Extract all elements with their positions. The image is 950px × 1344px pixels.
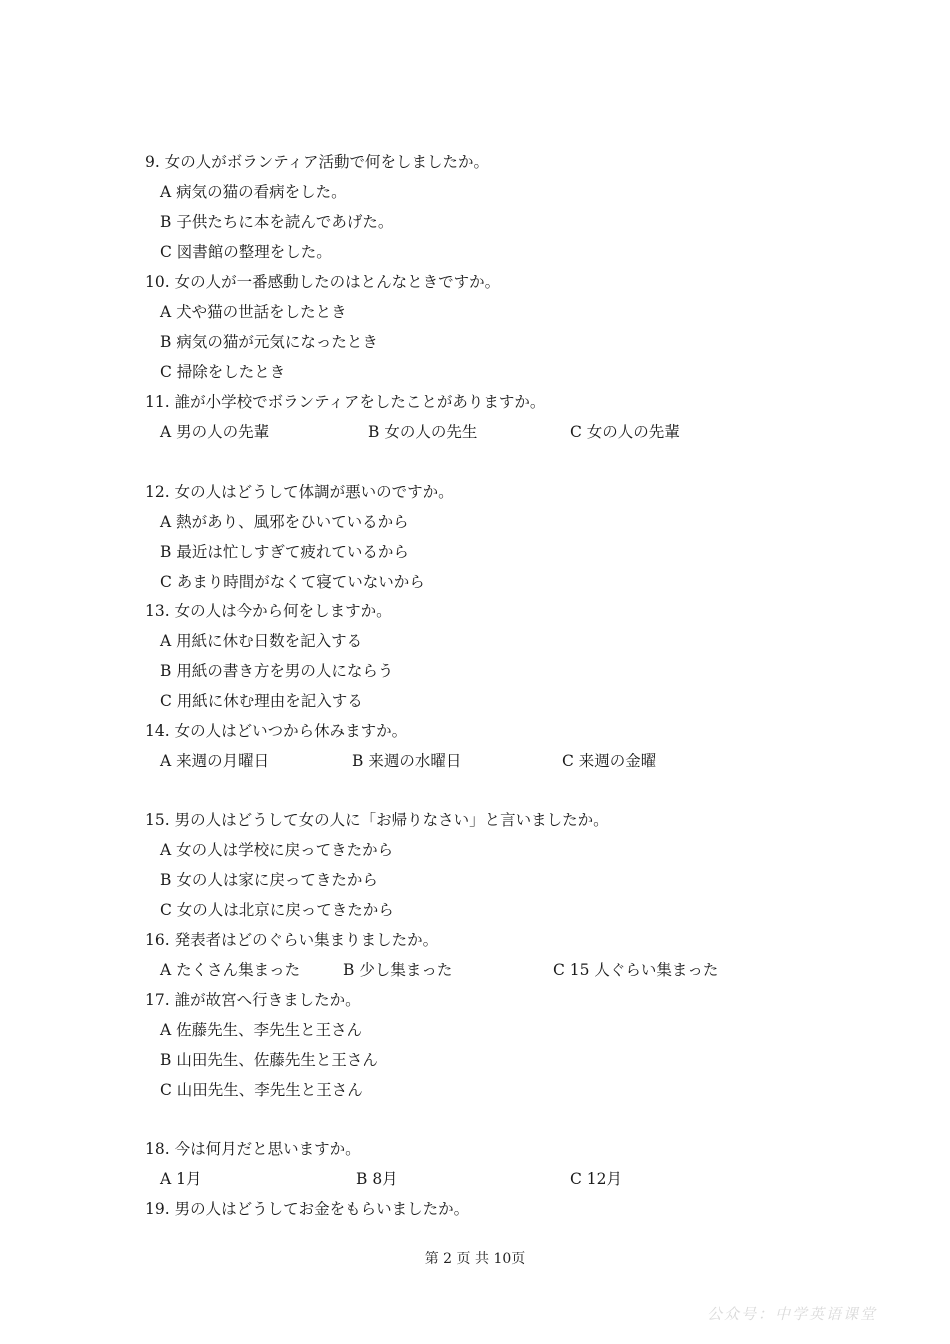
option-16a: A たくさん集まった: [160, 961, 301, 979]
option-9c: C 図書館の整理をした。: [160, 243, 332, 261]
option-11a: A 男の人の先輩: [160, 423, 270, 441]
option-17c: C 山田先生、李先生と王さん: [160, 1081, 363, 1099]
option-13b: B 用紙の書き方を男の人にならう: [160, 662, 394, 680]
question-18: 18. 今は何月だと思いますか。: [145, 1140, 361, 1158]
question-12: 12. 女の人はどうして体調が悪いのですか。: [145, 483, 454, 501]
question-15: 15. 男の人はどうして女の人に「お帰りなさい」と言いましたか。: [145, 811, 609, 829]
question-17: 17. 誰が故宮へ行きましたか。: [145, 991, 361, 1009]
option-12a: A 熱があり、風邪をひいているから: [160, 513, 409, 531]
option-12c: C あまり時間がなくて寝ていないから: [160, 573, 425, 591]
option-14a: A 来週の月曜日: [160, 752, 270, 770]
option-13c: C 用紙に休む理由を記入する: [160, 692, 363, 710]
option-14b: B 来週の水曜日: [352, 752, 462, 770]
page-footer: 第 2 页 共 10页: [424, 1251, 526, 1267]
option-12b: B 最近は忙しすぎて疲れているから: [160, 543, 409, 561]
question-9: 9. 女の人がボランティア活動で何をしましたか。: [145, 153, 489, 171]
option-10b: B 病気の猫が元気になったとき: [160, 333, 378, 351]
option-18c: C 12月: [570, 1170, 623, 1188]
option-18b: B 8月: [356, 1170, 398, 1188]
option-13a: A 用紙に休む日数を記入する: [160, 632, 363, 650]
option-15c: C 女の人は北京に戻ってきたから: [160, 901, 394, 919]
option-17b: B 山田先生、佐藤先生と王さん: [160, 1051, 378, 1069]
option-10a: A 犬や猫の世話をしたとき: [160, 303, 347, 321]
question-19: 19. 男の人はどうしてお金をもらいましたか。: [145, 1200, 470, 1218]
watermark: 公众号：中学英语课堂: [707, 1305, 878, 1323]
option-17a: A 佐藤先生、李先生と王さん: [160, 1021, 363, 1039]
option-15a: A 女の人は学校に戻ってきたから: [160, 841, 394, 859]
question-10: 10. 女の人が一番感動したのはとんなときですか。: [145, 273, 501, 291]
question-14: 14. 女の人はどいつから休みますか。: [145, 722, 408, 740]
option-9a: A 病気の猫の看病をした。: [160, 183, 347, 201]
option-11b: B 女の人の先生: [368, 423, 478, 441]
option-16b: B 少し集まった: [343, 961, 453, 979]
option-18a: A 1月: [160, 1170, 202, 1188]
option-16c: C 15 人ぐらい集まった: [553, 961, 719, 979]
option-15b: B 女の人は家に戻ってきたから: [160, 871, 378, 889]
question-11: 11. 誰が小学校でボランティアをしたことがありますか。: [145, 393, 546, 411]
question-16: 16. 発表者はどのぐらい集まりましたか。: [145, 931, 439, 949]
option-9b: B 子供たちに本を読んであげた。: [160, 213, 394, 231]
option-14c: C 来週の金曜: [562, 752, 657, 770]
question-13: 13. 女の人は今から何をしますか。: [145, 602, 392, 620]
option-11c: C 女の人の先輩: [570, 423, 680, 441]
option-10c: C 掃除をしたとき: [160, 363, 286, 381]
